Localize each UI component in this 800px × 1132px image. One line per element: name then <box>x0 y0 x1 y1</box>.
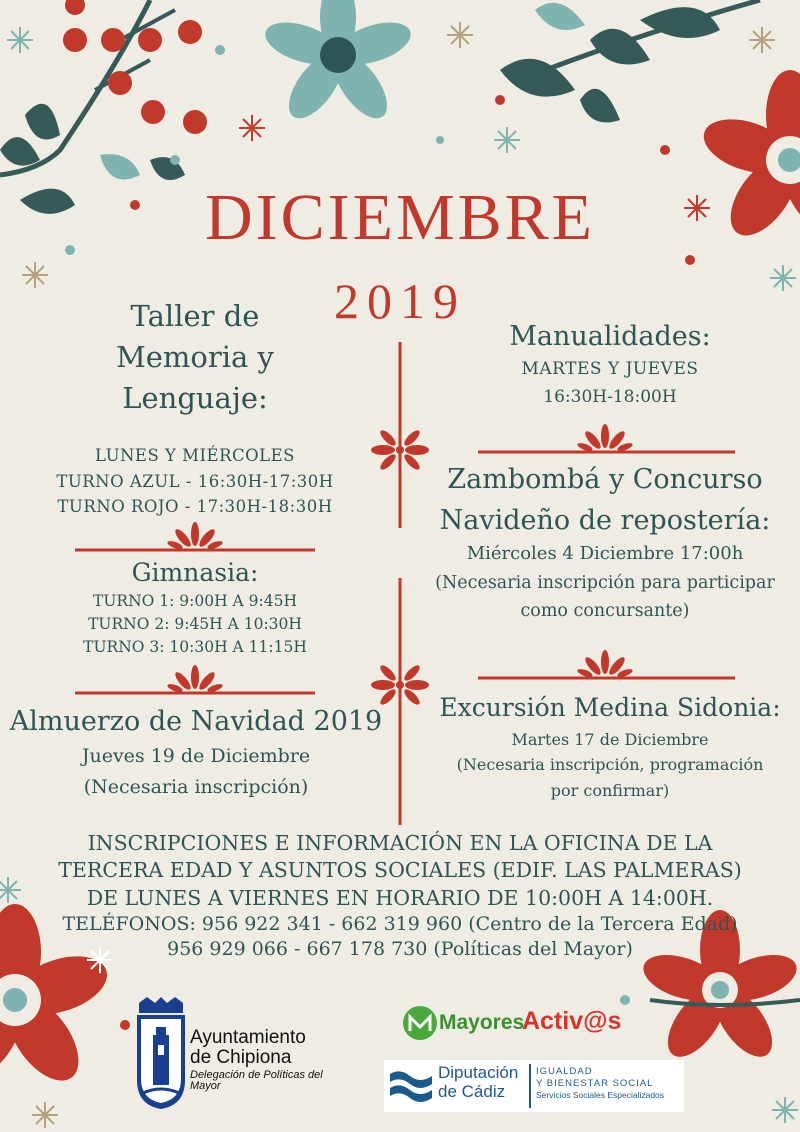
gimnasia-line-3: TURNO 3: 10:30H A 11:15H <box>83 638 307 656</box>
zambomba-heading-1: Zambombá y Concurso <box>447 464 763 495</box>
zambomba-line-2: (Necesaria inscripción para participar <box>435 572 775 593</box>
info-line-1: INSCRIPCIONES E INFORMACIÓN EN LA OFICINA DE LA <box>87 831 713 855</box>
mayores-prefix: Mayores <box>439 1011 525 1034</box>
diputacion-right-3: Servicios Sociales Especializados <box>536 1089 665 1100</box>
memoria-heading-1: Taller de <box>130 299 260 333</box>
leaf-branch-icon <box>500 0 760 123</box>
diputacion-line-1: Diputación <box>438 1063 519 1082</box>
manualidades-section <box>470 318 750 411</box>
info-line-3: DE LUNES A VIERNES EN HORARIO DE 10:00H A 14:00H. <box>86 885 714 910</box>
excursion-line-3: por confirmar) <box>550 780 670 800</box>
mayores-activos-logo <box>402 1005 622 1041</box>
gimnasia-section <box>70 557 320 659</box>
excursion-line-2: (Necesaria inscripción, programación <box>456 755 764 775</box>
memoria-line-2: TURNO AZUL - 16:30H-17:30H <box>56 471 334 491</box>
info-block <box>0 830 800 962</box>
diputacion-line-2: de Cádiz <box>438 1081 506 1101</box>
ayuntamiento-line-1: Ayuntamiento <box>190 1027 306 1048</box>
memoria-schedule <box>40 443 350 520</box>
excursion-section <box>420 689 800 803</box>
diputacion-right-1: IGUALDAD <box>536 1066 593 1077</box>
excursion-line-1: Martes 17 de Diciembre <box>511 729 709 749</box>
zambomba-section <box>410 459 800 625</box>
excursion-heading: Excursión Medina Sidonia: <box>439 693 781 722</box>
zambomba-line-1: Miércoles 4 Diciembre 17:00h <box>466 542 744 564</box>
mayores-m-icon <box>402 1005 438 1041</box>
almuerzo-line-1: Jueves 19 de Diciembre <box>81 745 311 768</box>
page-year: 2019 <box>334 273 466 329</box>
coat-of-arms-icon <box>135 995 187 1110</box>
ayuntamiento-line-2: de Chipiona <box>190 1046 292 1068</box>
diputacion-wave-icon <box>388 1066 434 1106</box>
manualidades-line-2: 16:30H-18:00H <box>543 386 677 407</box>
almuerzo-heading: Almuerzo de Navidad 2019 <box>9 706 383 737</box>
memoria-heading-3: Lenguaje: <box>122 381 268 416</box>
manualidades-heading: Manualidades: <box>509 321 711 352</box>
mayores-suffix: Activ@s <box>522 1007 622 1035</box>
info-line-4: TELÉFONOS: 956 922 341 - 662 319 960 (Centro de la Tercera Edad) <box>62 912 738 935</box>
manualidades-line-1: MARTES Y JUEVES <box>521 359 699 380</box>
gimnasia-line-1: TURNO 1: 9:00H A 9:45H <box>93 591 297 610</box>
memoria-heading-2: Memoria y <box>116 340 274 375</box>
gimnasia-line-2: TURNO 2: 9:45H A 10:30H <box>88 614 302 633</box>
almuerzo-section <box>0 702 392 802</box>
memoria-line-3: TURNO ROJO - 17:30H-18:30H <box>57 497 333 517</box>
zambomba-heading-2: Navideño de repostería: <box>439 504 771 536</box>
memoria-section <box>70 296 320 420</box>
ayuntamiento-sub: Delegación de Políticas del Mayor <box>190 1068 323 1093</box>
gimnasia-heading: Gimnasia: <box>131 558 259 587</box>
diputacion-logo <box>384 1060 684 1112</box>
almuerzo-line-2: (Necesaria inscripción) <box>83 775 309 798</box>
diputacion-right-2: Y BIENESTAR SOCIAL <box>536 1077 654 1089</box>
teal-flower-icon <box>260 0 416 127</box>
info-line-2: TERCERA EDAD Y ASUNTOS SOCIALES (EDIF. LAS PALMERAS) <box>58 858 742 883</box>
page-title: DICIEMBRE <box>205 181 595 254</box>
memoria-line-1: LUNES Y MIÉRCOLES <box>95 446 295 465</box>
ayuntamiento-logo <box>135 995 355 1110</box>
info-line-5: 956 929 066 - 667 178 730 (Políticas del Mayor) <box>167 938 633 961</box>
zambomba-line-3: como concursante) <box>520 600 690 621</box>
